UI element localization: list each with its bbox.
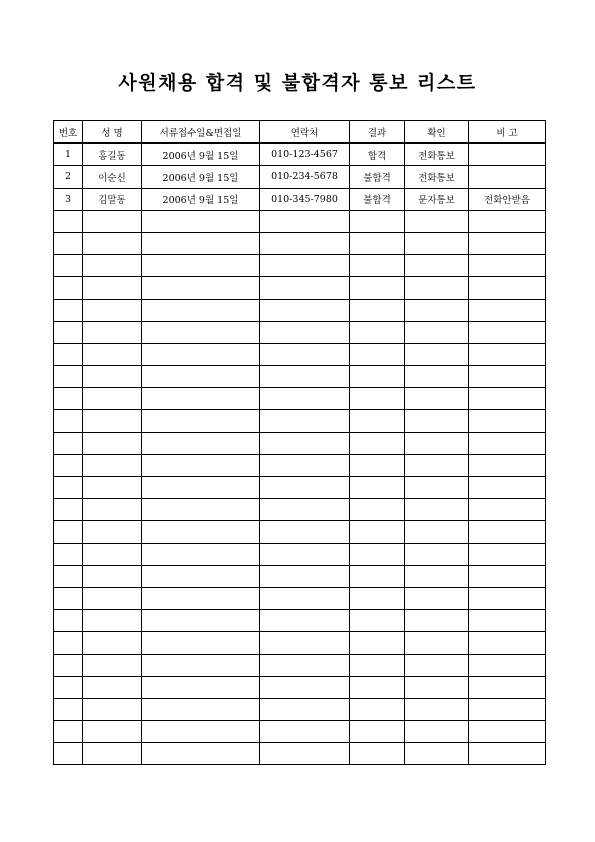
empty-cell xyxy=(350,587,405,609)
empty-cell xyxy=(405,454,469,476)
empty-cell xyxy=(405,255,469,277)
empty-cell xyxy=(83,565,142,587)
cell-date: 2006년 9월 15일 xyxy=(142,188,260,210)
cell-remarks xyxy=(469,166,546,188)
empty-cell xyxy=(260,299,350,321)
empty-cell xyxy=(260,565,350,587)
empty-cell xyxy=(405,743,469,765)
empty-row xyxy=(54,654,546,676)
empty-cell xyxy=(405,410,469,432)
cell-remarks xyxy=(469,143,546,166)
cell-number: 3 xyxy=(54,188,83,210)
empty-cell xyxy=(405,366,469,388)
empty-cell xyxy=(405,721,469,743)
empty-cell xyxy=(142,232,260,254)
page-title: 사원채용 합격 및 불합격자 통보 리스트 xyxy=(118,72,477,94)
empty-cell xyxy=(260,743,350,765)
empty-cell xyxy=(83,432,142,454)
empty-cell xyxy=(54,366,83,388)
empty-cell xyxy=(405,587,469,609)
cell-name: 홍길동 xyxy=(83,143,142,166)
empty-cell xyxy=(83,632,142,654)
empty-cell xyxy=(469,543,546,565)
empty-cell xyxy=(469,432,546,454)
empty-cell xyxy=(405,321,469,343)
empty-cell xyxy=(469,410,546,432)
empty-cell xyxy=(350,410,405,432)
header-name: 성 명 xyxy=(83,121,142,144)
cell-contact: 010-234-5678 xyxy=(260,166,350,188)
cell-contact: 010-123-4567 xyxy=(260,143,350,166)
empty-cell xyxy=(469,632,546,654)
empty-cell xyxy=(260,343,350,365)
empty-cell xyxy=(350,565,405,587)
empty-cell xyxy=(142,388,260,410)
empty-cell xyxy=(83,543,142,565)
empty-cell xyxy=(260,210,350,232)
empty-cell xyxy=(54,277,83,299)
cell-name: 김말동 xyxy=(83,188,142,210)
empty-cell xyxy=(142,610,260,632)
empty-cell xyxy=(469,277,546,299)
empty-cell xyxy=(142,587,260,609)
cell-number: 1 xyxy=(54,143,83,166)
empty-row xyxy=(54,521,546,543)
empty-cell xyxy=(469,454,546,476)
empty-cell xyxy=(405,565,469,587)
empty-cell xyxy=(469,587,546,609)
empty-cell xyxy=(260,477,350,499)
empty-cell xyxy=(83,299,142,321)
empty-cell xyxy=(83,676,142,698)
empty-cell xyxy=(83,499,142,521)
empty-cell xyxy=(260,698,350,720)
empty-row xyxy=(54,321,546,343)
empty-cell xyxy=(260,366,350,388)
empty-cell xyxy=(350,477,405,499)
empty-cell xyxy=(260,277,350,299)
empty-cell xyxy=(405,654,469,676)
empty-cell xyxy=(405,232,469,254)
empty-cell xyxy=(469,676,546,698)
empty-cell xyxy=(350,698,405,720)
empty-cell xyxy=(469,299,546,321)
empty-cell xyxy=(260,388,350,410)
empty-cell xyxy=(54,721,83,743)
empty-cell xyxy=(83,721,142,743)
applicant-list-table xyxy=(53,120,546,765)
empty-row xyxy=(54,410,546,432)
empty-cell xyxy=(54,521,83,543)
empty-row xyxy=(54,632,546,654)
cell-result: 불합격 xyxy=(350,166,405,188)
empty-cell xyxy=(469,210,546,232)
empty-cell xyxy=(350,366,405,388)
empty-cell xyxy=(54,343,83,365)
empty-cell xyxy=(142,721,260,743)
cell-date: 2006년 9월 15일 xyxy=(142,166,260,188)
empty-cell xyxy=(405,210,469,232)
table-body xyxy=(54,143,546,765)
empty-cell xyxy=(142,432,260,454)
empty-cell xyxy=(469,521,546,543)
empty-cell xyxy=(260,255,350,277)
header-date: 서류접수일&면접일 xyxy=(142,121,260,144)
empty-row xyxy=(54,299,546,321)
empty-cell xyxy=(350,610,405,632)
empty-cell xyxy=(54,255,83,277)
empty-cell xyxy=(54,299,83,321)
empty-cell xyxy=(350,343,405,365)
empty-cell xyxy=(260,676,350,698)
empty-cell xyxy=(142,321,260,343)
empty-row xyxy=(54,343,546,365)
table-row xyxy=(54,188,546,210)
empty-cell xyxy=(142,743,260,765)
empty-cell xyxy=(469,610,546,632)
empty-cell xyxy=(260,410,350,432)
empty-cell xyxy=(405,610,469,632)
empty-cell xyxy=(142,477,260,499)
empty-cell xyxy=(142,676,260,698)
empty-cell xyxy=(469,477,546,499)
empty-row xyxy=(54,587,546,609)
empty-row xyxy=(54,277,546,299)
empty-cell xyxy=(54,210,83,232)
empty-cell xyxy=(405,299,469,321)
header-confirm: 확인 xyxy=(405,121,469,144)
empty-cell xyxy=(54,698,83,720)
empty-cell xyxy=(350,676,405,698)
empty-row xyxy=(54,499,546,521)
empty-cell xyxy=(83,477,142,499)
empty-cell xyxy=(54,432,83,454)
empty-row xyxy=(54,743,546,765)
empty-cell xyxy=(142,210,260,232)
empty-cell xyxy=(469,255,546,277)
cell-remarks: 전화안받음 xyxy=(469,188,546,210)
empty-cell xyxy=(469,743,546,765)
empty-row xyxy=(54,477,546,499)
empty-cell xyxy=(405,343,469,365)
empty-cell xyxy=(260,610,350,632)
empty-cell xyxy=(260,654,350,676)
empty-row xyxy=(54,676,546,698)
empty-cell xyxy=(350,499,405,521)
empty-cell xyxy=(83,410,142,432)
empty-cell xyxy=(83,366,142,388)
empty-cell xyxy=(54,565,83,587)
empty-cell xyxy=(54,610,83,632)
empty-cell xyxy=(260,499,350,521)
empty-cell xyxy=(405,388,469,410)
empty-cell xyxy=(350,521,405,543)
empty-cell xyxy=(54,587,83,609)
empty-cell xyxy=(405,543,469,565)
empty-cell xyxy=(350,654,405,676)
empty-cell xyxy=(83,277,142,299)
empty-cell xyxy=(350,277,405,299)
empty-cell xyxy=(405,477,469,499)
empty-cell xyxy=(350,321,405,343)
empty-cell xyxy=(405,432,469,454)
empty-cell xyxy=(469,321,546,343)
empty-row xyxy=(54,610,546,632)
empty-cell xyxy=(350,721,405,743)
empty-row xyxy=(54,454,546,476)
empty-cell xyxy=(54,676,83,698)
empty-cell xyxy=(54,321,83,343)
cell-number: 2 xyxy=(54,166,83,188)
header-number: 번호 xyxy=(54,121,83,144)
empty-cell xyxy=(260,454,350,476)
cell-contact: 010-345-7980 xyxy=(260,188,350,210)
empty-cell xyxy=(83,698,142,720)
empty-row xyxy=(54,255,546,277)
empty-cell xyxy=(260,721,350,743)
empty-cell xyxy=(469,366,546,388)
empty-row xyxy=(54,388,546,410)
empty-cell xyxy=(469,698,546,720)
empty-cell xyxy=(54,543,83,565)
empty-cell xyxy=(350,454,405,476)
empty-cell xyxy=(83,743,142,765)
empty-cell xyxy=(469,499,546,521)
empty-cell xyxy=(142,565,260,587)
empty-cell xyxy=(350,388,405,410)
empty-cell xyxy=(405,499,469,521)
empty-cell xyxy=(83,587,142,609)
cell-date: 2006년 9월 15일 xyxy=(142,143,260,166)
table-row xyxy=(54,166,546,188)
empty-cell xyxy=(469,565,546,587)
empty-cell xyxy=(83,255,142,277)
empty-cell xyxy=(142,366,260,388)
empty-cell xyxy=(350,210,405,232)
empty-cell xyxy=(142,410,260,432)
cell-confirm: 전화통보 xyxy=(405,166,469,188)
empty-cell xyxy=(350,543,405,565)
empty-cell xyxy=(260,432,350,454)
empty-cell xyxy=(142,277,260,299)
empty-cell xyxy=(350,232,405,254)
empty-cell xyxy=(54,632,83,654)
empty-cell xyxy=(350,632,405,654)
empty-cell xyxy=(469,232,546,254)
cell-result: 불합격 xyxy=(350,188,405,210)
empty-cell xyxy=(260,543,350,565)
empty-cell xyxy=(142,521,260,543)
empty-cell xyxy=(260,632,350,654)
empty-row xyxy=(54,698,546,720)
empty-cell xyxy=(469,388,546,410)
empty-cell xyxy=(142,255,260,277)
empty-row xyxy=(54,210,546,232)
empty-row xyxy=(54,366,546,388)
empty-cell xyxy=(142,454,260,476)
empty-cell xyxy=(260,232,350,254)
empty-cell xyxy=(83,210,142,232)
empty-cell xyxy=(469,721,546,743)
empty-cell xyxy=(405,698,469,720)
empty-cell xyxy=(405,676,469,698)
empty-cell xyxy=(405,277,469,299)
empty-cell xyxy=(405,521,469,543)
empty-cell xyxy=(260,521,350,543)
header-contact: 연락처 xyxy=(260,121,350,144)
empty-cell xyxy=(54,232,83,254)
empty-row xyxy=(54,543,546,565)
empty-row xyxy=(54,721,546,743)
empty-cell xyxy=(83,610,142,632)
empty-cell xyxy=(142,343,260,365)
empty-cell xyxy=(54,477,83,499)
empty-row xyxy=(54,432,546,454)
empty-cell xyxy=(54,743,83,765)
empty-cell xyxy=(83,232,142,254)
empty-cell xyxy=(83,521,142,543)
cell-confirm: 문자통보 xyxy=(405,188,469,210)
empty-cell xyxy=(405,632,469,654)
empty-cell xyxy=(469,654,546,676)
empty-cell xyxy=(83,454,142,476)
empty-cell xyxy=(350,432,405,454)
empty-cell xyxy=(54,499,83,521)
empty-cell xyxy=(54,654,83,676)
cell-result: 합격 xyxy=(350,143,405,166)
empty-cell xyxy=(83,343,142,365)
header-row xyxy=(54,121,546,144)
empty-cell xyxy=(142,499,260,521)
empty-cell xyxy=(142,698,260,720)
empty-row xyxy=(54,232,546,254)
empty-cell xyxy=(469,343,546,365)
header-remarks: 비 고 xyxy=(469,121,546,144)
empty-cell xyxy=(142,299,260,321)
empty-row xyxy=(54,565,546,587)
empty-cell xyxy=(260,321,350,343)
empty-cell xyxy=(142,632,260,654)
empty-cell xyxy=(142,654,260,676)
empty-cell xyxy=(260,587,350,609)
empty-cell xyxy=(54,388,83,410)
empty-cell xyxy=(350,299,405,321)
empty-cell xyxy=(83,654,142,676)
empty-cell xyxy=(83,321,142,343)
empty-cell xyxy=(350,255,405,277)
cell-name: 이순신 xyxy=(83,166,142,188)
table-row xyxy=(54,143,546,166)
cell-confirm: 전화통보 xyxy=(405,143,469,166)
header-result: 결과 xyxy=(350,121,405,144)
empty-cell xyxy=(350,743,405,765)
empty-cell xyxy=(54,410,83,432)
empty-cell xyxy=(83,388,142,410)
empty-cell xyxy=(142,543,260,565)
empty-cell xyxy=(54,454,83,476)
